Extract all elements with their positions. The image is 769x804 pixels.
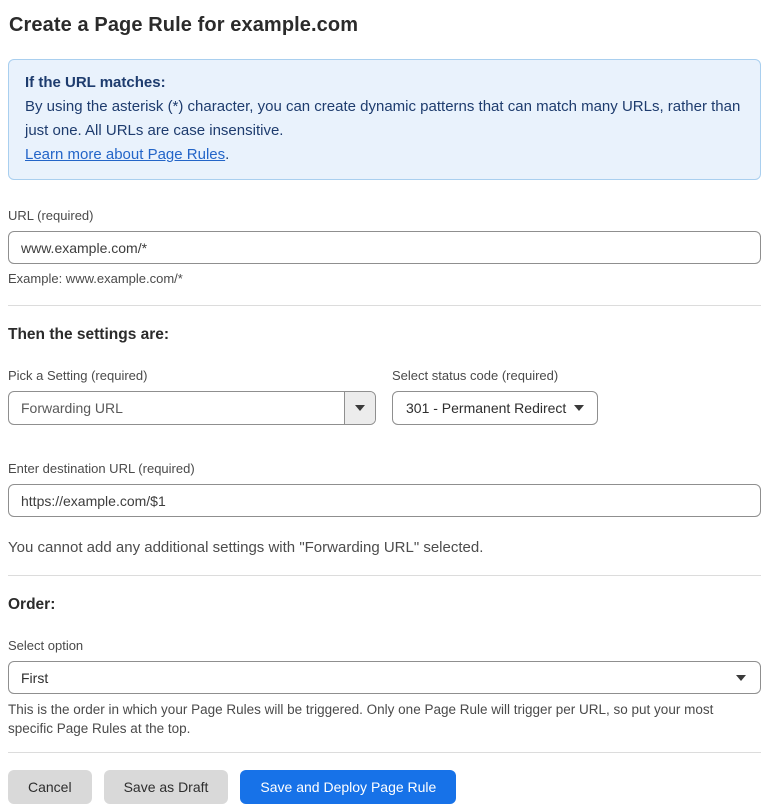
actions-row (8, 770, 761, 804)
info-box-heading: If the URL matches: (25, 74, 166, 91)
settings-heading: Then the settings are: (8, 326, 170, 343)
status-code-label: Select status code (required) (392, 368, 559, 383)
info-box-link-line (25, 143, 744, 167)
settings-row (8, 368, 761, 425)
url-input[interactable] (8, 231, 761, 264)
order-heading: Order: (8, 596, 56, 613)
link-suffix: . (225, 146, 230, 163)
chevron-down-icon (736, 675, 746, 681)
forwarding-url-note: You cannot add any additional settings with "Forwarding URL" selected. (8, 539, 484, 556)
setting-picker-value: Forwarding URL (21, 400, 123, 416)
cancel-button[interactable]: Cancel (8, 770, 92, 804)
status-code-col (392, 368, 598, 425)
learn-more-link[interactable]: Learn more about Page Rules (25, 146, 226, 163)
page-title: Create a Page Rule for example.com (9, 14, 359, 36)
order-select-section (8, 638, 761, 738)
setting-picker-col (8, 368, 376, 425)
url-matches-info-box (8, 59, 761, 180)
chevron-down-icon (355, 405, 365, 411)
order-select[interactable] (8, 661, 761, 694)
divider-order (8, 575, 761, 576)
url-label: URL (required) (8, 208, 94, 223)
status-code-select[interactable] (392, 391, 598, 425)
setting-picker-select[interactable] (8, 391, 376, 425)
divider-actions (8, 752, 761, 753)
destination-url-input[interactable] (8, 484, 761, 517)
divider-settings (8, 305, 761, 306)
chevron-down-icon (574, 405, 584, 411)
order-select-label: Select option (8, 638, 84, 653)
destination-label: Enter destination URL (required) (8, 461, 195, 476)
destination-section (8, 461, 761, 517)
order-select-value: First (21, 669, 49, 686)
setting-picker-label: Pick a Setting (required) (8, 368, 148, 383)
setting-picker-arrow-box[interactable] (344, 392, 375, 424)
save-as-draft-button[interactable]: Save as Draft (104, 770, 229, 804)
info-box-body: By using the asterisk (*) character, you can create dynamic patterns that can match many URLs, rather than just one. All URLs are case insensitive. (25, 98, 741, 139)
status-code-value: 301 - Permanent Redirect (406, 400, 567, 416)
url-section (8, 208, 761, 286)
url-example-helper: Example: www.example.com/* (8, 271, 183, 286)
order-helper-text: This is the order in which your Page Rules will be triggered. Only one Page Rule will trigger per URL, so put your most specific Page Rules at the top. (8, 702, 714, 736)
save-and-deploy-button[interactable]: Save and Deploy Page Rule (240, 770, 456, 804)
